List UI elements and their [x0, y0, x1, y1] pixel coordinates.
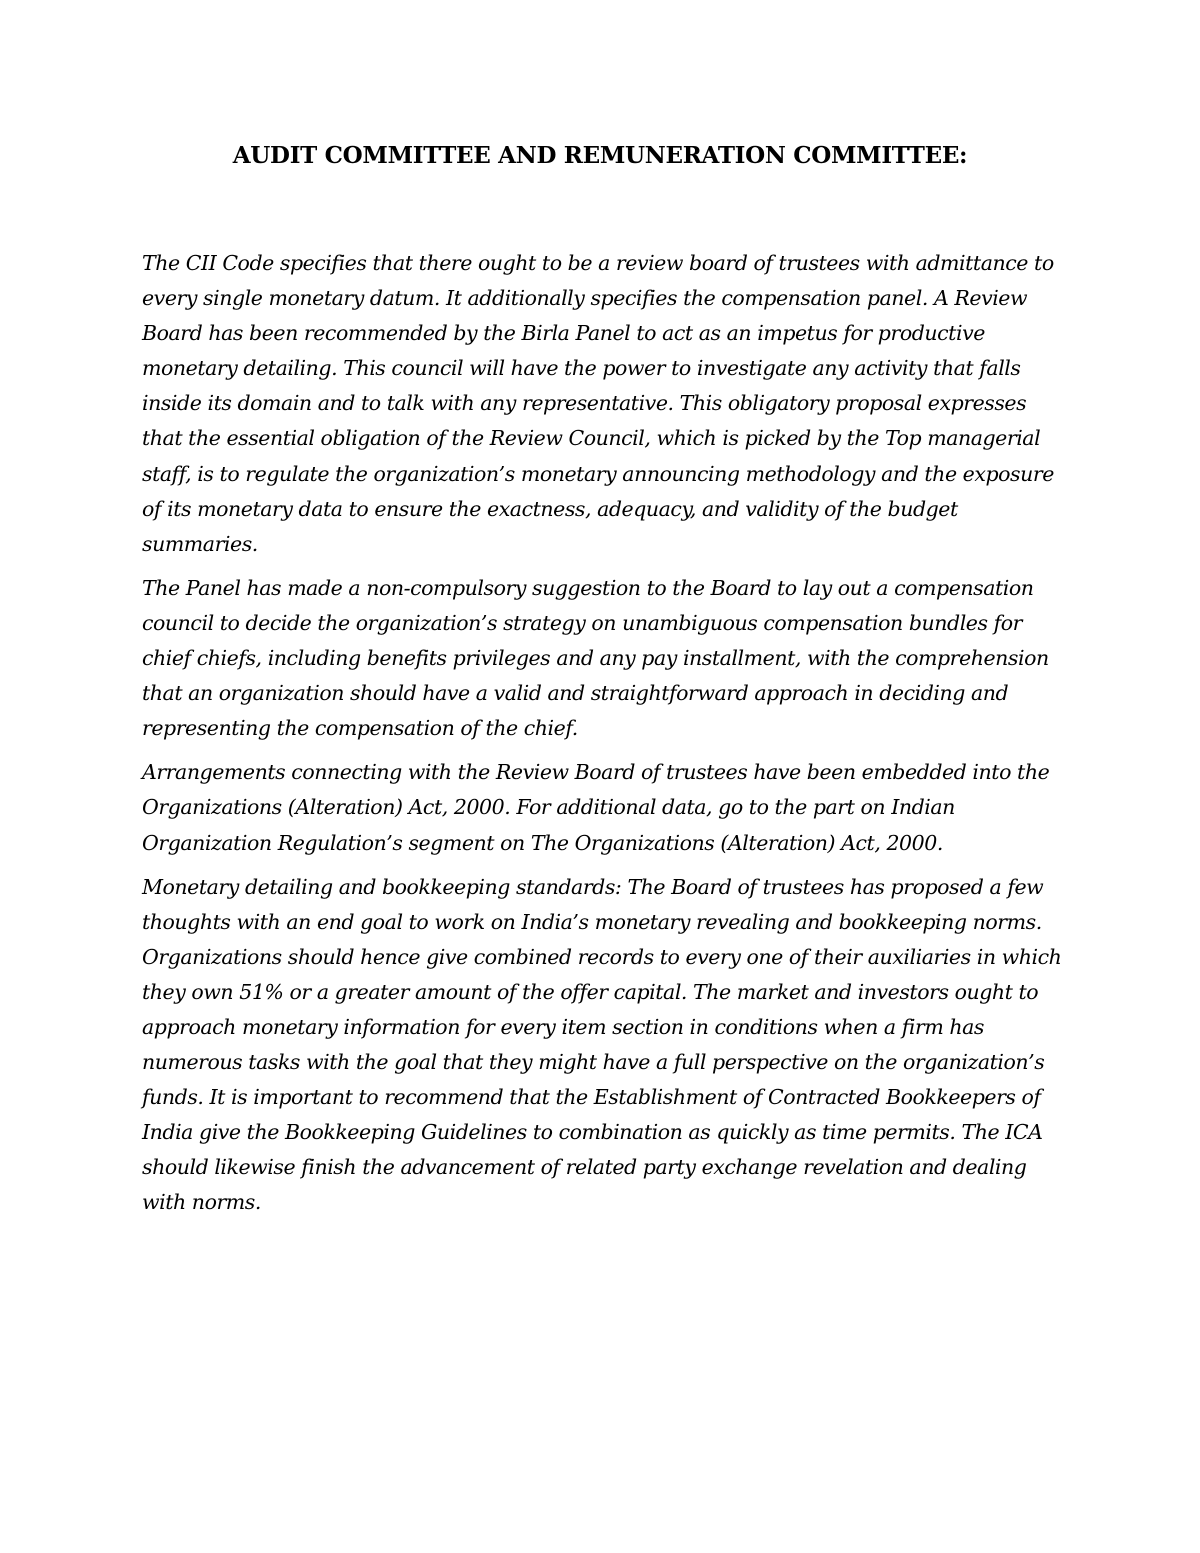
paragraph-remuneration-committee: The Panel has made a non-compulsory suggestion to the Board to lay out a compensation council to decide the organization’s strategy on unambiguous compensation bundles for chief chiefs, including benefits privileges and any pay installment, with the comprehension that an organization should have a valid and straightforward approach in deciding and representing the compensation of the chief. [142, 575, 1049, 741]
paragraph-accounting-standards: Monetary detailing and bookkeeping standards: The Board of trustees has proposed a few thoughts with an end goal to work on India’s monetary revealing and bookkeeping norms. Organizations should hence give combined records to every one of their auxiliaries in which they own 51% or a greater amount of the offer capital. The market and investors ought to approach monetary information for every item section in conditions when a firm has numerous tasks with the goal that they might have a full perspective on the organization’s funds. It is important to recommend that the Establishment of Contracted Bookkeepers of India give the Bookkeeping Guidelines to combination as quickly as time permits. The ICA should likewise finish the advancement of related party exchange revelation and dealing with norms. [142, 874, 1062, 1215]
document-body [142, 246, 1072, 1230]
paragraph-audit-committee: The CII Code specifies that there ought to be a review board of trustees with admittance to every single monetary datum. It additionally specifies the compensation panel. A Review Board has been recommended by the Birla Panel to act as an impetus for productive monetary detailing. This council will have the power to investigate any activity that falls inside its domain and to talk with any representative. This obligatory proposal expresses that the essential obligation of the Review Council, which is picked by the Top managerial staff, is to regulate the organization’s monetary announcing methodology and the exposure of its monetary data to ensure the exactness, adequacy, and validity of the budget summaries. [142, 251, 1054, 556]
document-title: AUDIT COMMITTEE AND REMUNERATION COMMITTEE: [232, 142, 968, 169]
paragraph-alteration-act: Arrangements connecting with the Review Board of trustees have been embedded into the Organizations (Alteration) Act, 2000. For additional data, go to the part on Indian Organization Regulation’s segment on The Organizations (Alteration) Act, 2000. [142, 760, 1050, 855]
